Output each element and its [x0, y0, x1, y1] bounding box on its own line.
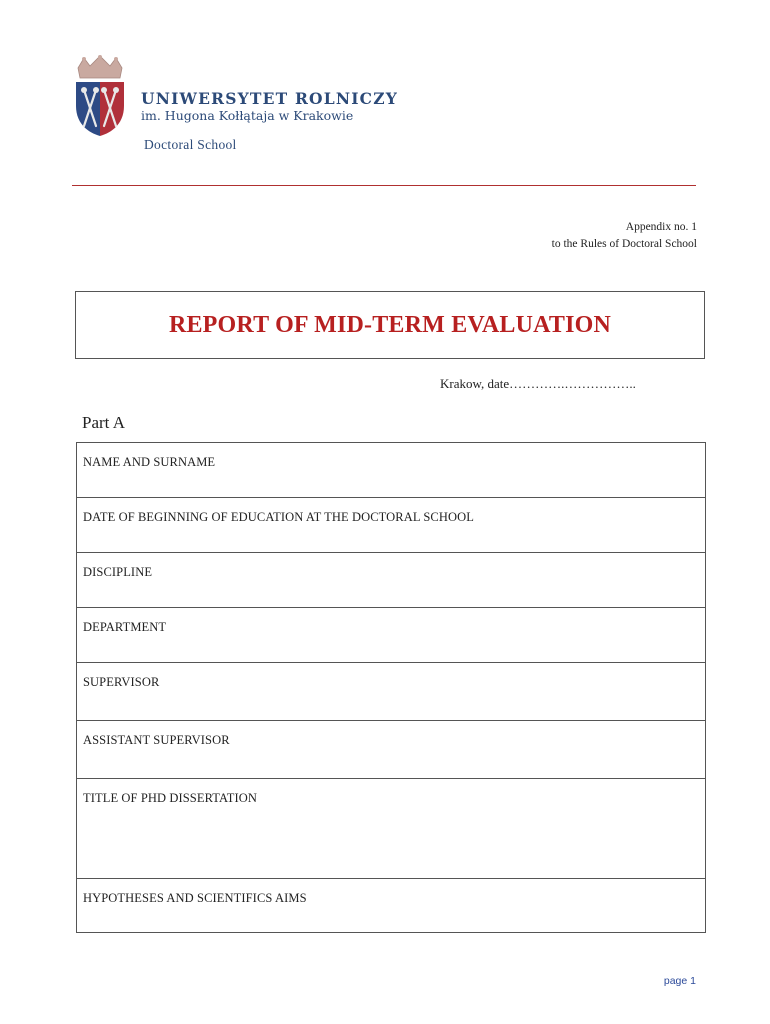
- evaluation-form-table: [76, 442, 706, 933]
- appendix-note: [552, 219, 697, 253]
- university-subtitle: im. Hugona Kołłątaja w Krakowie: [141, 108, 354, 123]
- university-name: UNIWERSYTET ROLNICZY: [141, 89, 398, 108]
- appendix-line-1: Appendix no. 1: [625, 221, 697, 233]
- form-field-discipline[interactable]: DISCIPLINE: [77, 553, 706, 608]
- form-row-department: [77, 608, 706, 663]
- form-row-discipline: [77, 553, 706, 608]
- form-row-hypotheses: [77, 879, 706, 933]
- title-box: [75, 291, 705, 359]
- form-field-name[interactable]: NAME AND SURNAME: [77, 443, 706, 498]
- form-field-assistant-supervisor[interactable]: ASSISTANT SUPERVISOR: [77, 721, 706, 779]
- form-field-supervisor[interactable]: SUPERVISOR: [77, 663, 706, 721]
- header-divider: [72, 185, 696, 186]
- appendix-line-2: to the Rules of Doctoral School: [551, 238, 697, 250]
- form-field-hypotheses[interactable]: HYPOTHESES AND SCIENTIFICS AIMS: [77, 879, 706, 933]
- school-name: Doctoral School: [144, 137, 237, 152]
- form-field-date-beginning[interactable]: DATE OF BEGINNING OF EDUCATION AT THE DOCTORAL SCHOOL: [77, 498, 706, 553]
- form-row-assistant-supervisor: [77, 721, 706, 779]
- form-field-dissertation-title[interactable]: TITLE OF PHD DISSERTATION: [77, 779, 706, 879]
- date-field[interactable]: Krakow, date………….……………..: [440, 376, 636, 391]
- form-row-name: [77, 443, 706, 498]
- form-row-date-beginning: [77, 498, 706, 553]
- university-crest-icon: [72, 54, 128, 138]
- form-field-department[interactable]: DEPARTMENT: [77, 608, 706, 663]
- page-title: REPORT OF MID-TERM EVALUATION: [168, 311, 612, 338]
- page-number: page 1: [663, 975, 696, 987]
- form-row-supervisor: [77, 663, 706, 721]
- part-label: Part A: [82, 413, 125, 432]
- form-row-dissertation-title: [77, 779, 706, 879]
